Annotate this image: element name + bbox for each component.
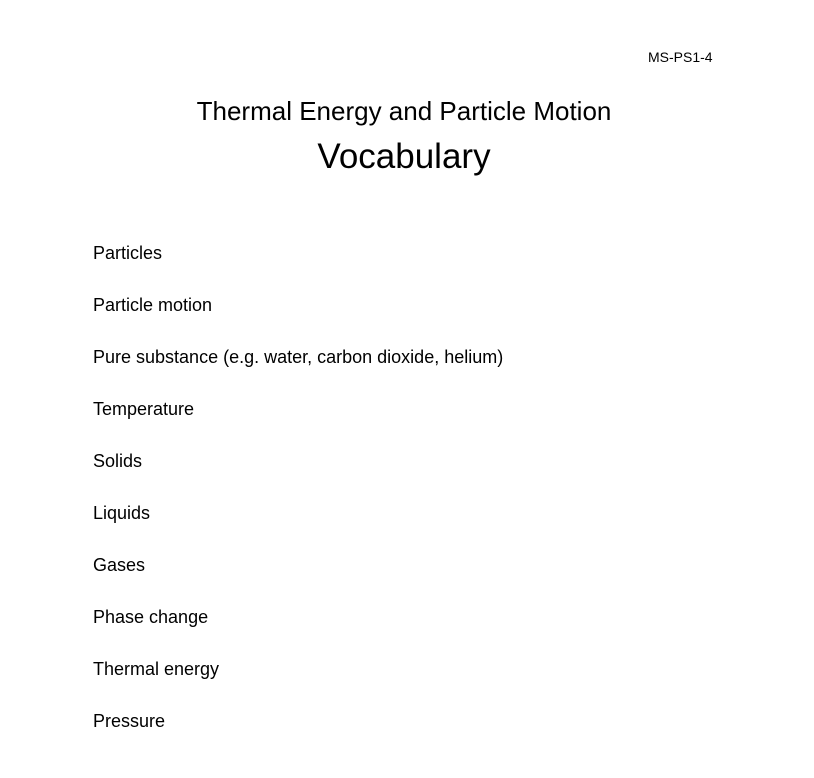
vocabulary-term: Temperature [93,399,195,419]
document-title: Thermal Energy and Particle Motion [196,96,612,126]
vocabulary-term: Thermal energy [93,659,220,679]
document-subtitle: Vocabulary [317,137,491,176]
vocabulary-term: Solids [93,451,143,471]
vocabulary-list [93,242,503,762]
vocabulary-term: Pure substance (e.g. water, carbon dioxide, helium) [93,347,504,367]
standard-code: MS-PS1-4 [648,49,713,65]
vocabulary-term: Phase change [93,607,209,627]
vocabulary-term: Particles [93,243,163,263]
vocabulary-term: Pressure [93,711,166,731]
vocabulary-term: Liquids [93,503,151,523]
vocabulary-term: Particle motion [93,295,213,315]
vocabulary-term: Gases [93,555,146,575]
